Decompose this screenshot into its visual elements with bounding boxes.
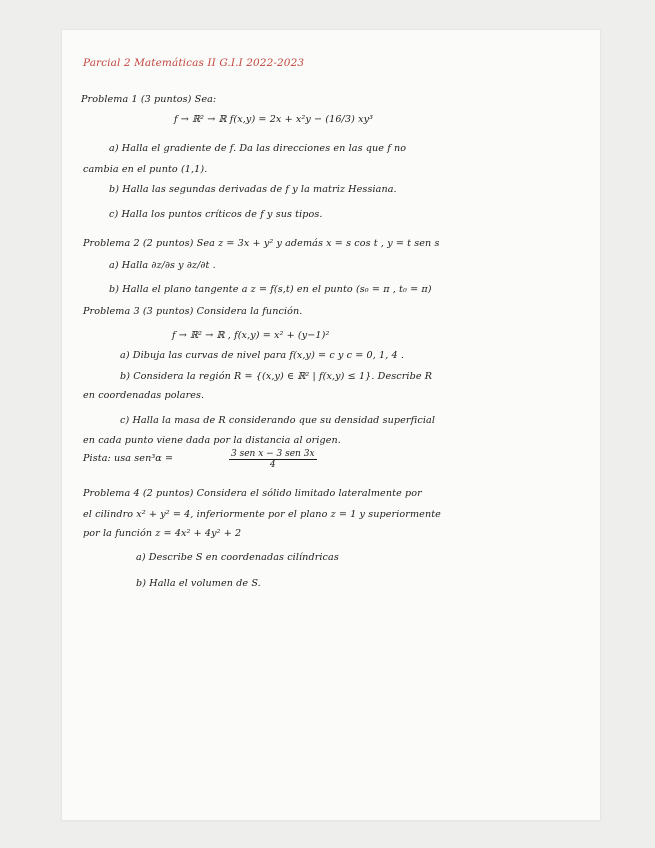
exam-paper [62, 30, 600, 820]
problem-2-part-a: a) Halla ∂z/∂s y ∂z/∂t . [109, 260, 216, 271]
problem-3-part-c: c) Halla la masa de R considerando que su densidad superficial [120, 415, 436, 426]
problem-4-part-a: a) Describe S en coordenadas cilíndricas [136, 552, 339, 563]
problem-3-function: f → ℝ² → ℝ , f(x,y) = x² + (y−1)² [172, 330, 330, 341]
problem-2-part-b: b) Halla el plano tangente a z = f(s,t) en el punto (s₀ = π , t₀ = π) [109, 284, 432, 295]
hint-label: Pista: usa sen³α = [83, 453, 174, 464]
problem-1-function: f → ℝ² → ℝ f(x,y) = 2x + x²y − (16/3) xy³ [174, 114, 374, 125]
problem-4-text-cont: el cilindro x² + y² = 4, inferiormente por el plano z = 1 y superiormente [83, 509, 441, 520]
problem-1-part-a-cont: cambia en el punto (1,1). [83, 164, 208, 175]
problem-3-part-c-cont: en cada punto viene dada por la distancia al origen. [83, 435, 341, 446]
problem-1-heading: Problema 1 (3 puntos) Sea: [81, 94, 217, 105]
problem-3-part-b: b) Considera la región R = {(x,y) ∈ ℝ² | f(x,y) ≤ 1}. Describe R [120, 371, 433, 382]
problem-3-heading: Problema 3 (3 puntos) Considera la función. [83, 306, 303, 317]
hint-denominator: 4 [269, 460, 276, 470]
problem-1-part-c: c) Halla los puntos críticos de f y sus tipos. [109, 209, 323, 220]
problem-3-part-a: a) Dibuja las curvas de nivel para f(x,y) = c y c = 0, 1, 4 . [120, 350, 405, 361]
problem-4-heading: Problema 4 (2 puntos) Considera el sólido limitado lateralmente por [83, 488, 422, 499]
problem-4-part-b: b) Halla el volumen de S. [136, 578, 261, 589]
hint-fraction [229, 449, 317, 470]
problem-1-part-b: b) Halla las segundas derivadas de f y la matriz Hessiana. [109, 184, 397, 195]
exam-title: Parcial 2 Matemáticas II G.I.I 2022-2023 [83, 57, 305, 69]
problem-2-heading: Problema 2 (2 puntos) Sea z = 3x + y² y además x = s cos t , y = t sen s [83, 238, 440, 249]
problem-3-part-b-cont: en coordenadas polares. [83, 390, 205, 401]
hint-numerator: 3 sen x − 3 sen 3x [231, 449, 315, 459]
problem-4-function: por la función z = 4x² + 4y² + 2 [83, 528, 242, 539]
problem-1-part-a: a) Halla el gradiente de f. Da las direcciones en las que f no [109, 143, 407, 154]
